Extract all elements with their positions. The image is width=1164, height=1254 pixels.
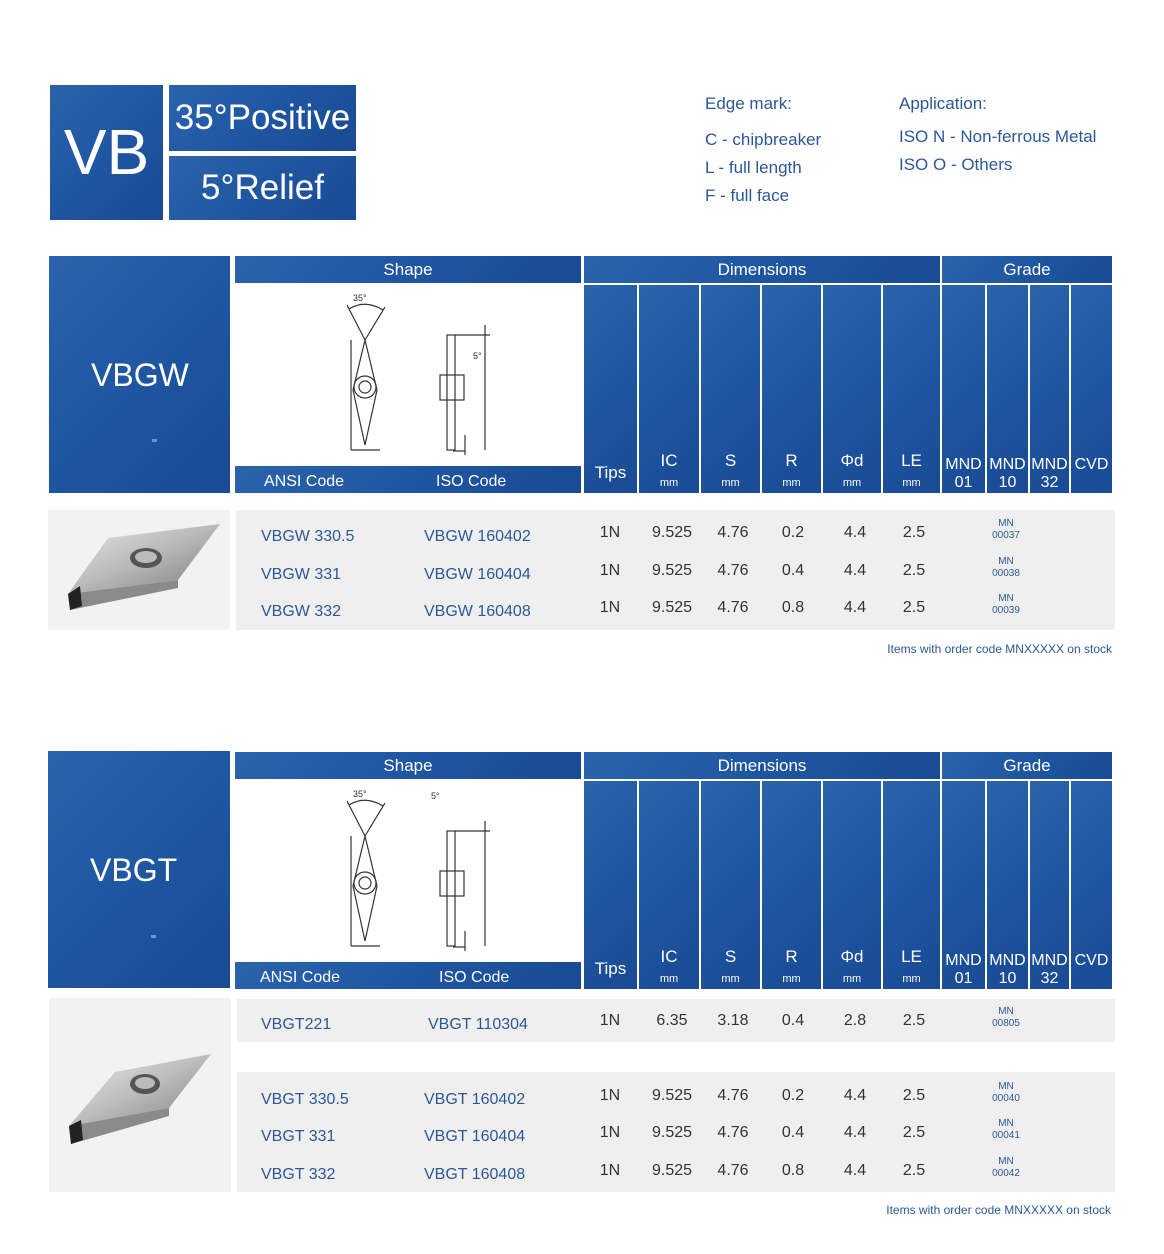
grade-mnd32-column <box>1030 781 1069 989</box>
cvd-label: CVD <box>1074 456 1109 473</box>
vbgt-insert-photo <box>49 998 231 1192</box>
cvd-label: CVD <box>1074 952 1109 969</box>
shape-drawing <box>235 285 581 465</box>
iso-code-cell: VBGT 160408 <box>424 1166 526 1183</box>
grade-mnd10-column <box>987 285 1028 493</box>
order-code-prefix: MN <box>998 1006 1014 1017</box>
tips-label: Tips <box>594 463 627 482</box>
dimensions-header: Dimensions <box>584 256 940 283</box>
d-value-cell: 4.4 <box>843 1162 867 1179</box>
order-code-number: 00038 <box>992 568 1020 579</box>
r-unit: mm <box>782 973 801 985</box>
drawing-relief-label: 5° <box>431 791 440 801</box>
ansi-code-cell: VBGT 330.5 <box>261 1091 349 1108</box>
ansi-code-cell: VBGW 332 <box>261 603 342 620</box>
d-value-cell: 4.4 <box>843 562 867 579</box>
ic-unit: mm <box>659 477 679 489</box>
mnd-label: MND <box>945 456 982 473</box>
tips-value-cell: 1N <box>599 1124 621 1141</box>
order-code-cell <box>976 1081 1036 1105</box>
le-value-cell: 2.5 <box>902 1162 926 1179</box>
tips-value-cell: 1N <box>599 1162 621 1179</box>
edge-mark-item: L - full length <box>705 158 802 177</box>
r-value-cell: 0.2 <box>781 1087 805 1104</box>
grade-mnd01-column <box>942 285 985 493</box>
s-column <box>701 285 760 493</box>
r-value-cell: 0.2 <box>781 524 805 541</box>
ansi-code-header: ANSI Code <box>260 969 341 986</box>
mnd-label: MND <box>989 952 1026 969</box>
phid-column <box>823 781 881 989</box>
le-value-cell: 2.5 <box>902 599 926 616</box>
tips-column <box>584 285 637 493</box>
le-label: LE <box>901 451 922 470</box>
s-value-cell: 4.76 <box>717 1162 749 1179</box>
mnd-label: MND <box>989 456 1026 473</box>
application-item: ISO N - Non-ferrous Metal <box>899 127 1097 146</box>
ic-label: IC <box>660 451 678 470</box>
ansi-code-cell: VBGW 330.5 <box>261 528 355 545</box>
order-code-cell <box>976 556 1036 580</box>
insert-image-icon <box>48 510 230 630</box>
iso-code-cell: VBGT 160402 <box>424 1091 526 1108</box>
le-value-cell: 2.5 <box>902 1087 926 1104</box>
order-code-prefix: MN <box>998 1081 1014 1092</box>
order-code-number: 00039 <box>992 605 1020 616</box>
ic-value-cell: 9.525 <box>651 599 693 616</box>
s-value-cell: 4.76 <box>717 1124 749 1141</box>
r-column <box>762 285 821 493</box>
le-value-cell: 2.5 <box>902 1124 926 1141</box>
codes-bar <box>235 466 581 493</box>
r-label: R <box>785 451 798 470</box>
order-code-cell <box>976 518 1036 542</box>
grade-10-label: 10 <box>998 970 1017 987</box>
decorative-dot <box>151 935 156 938</box>
series-code: VB <box>50 85 163 220</box>
mnd-label: MND <box>1031 952 1068 969</box>
vbgt-title: VBGT <box>90 851 178 888</box>
decorative-dot <box>152 439 157 442</box>
r-value-cell: 0.8 <box>781 599 805 616</box>
order-code-prefix: MN <box>998 518 1014 529</box>
grade-header: Grade <box>942 256 1112 283</box>
order-code-cell <box>976 1006 1036 1030</box>
order-code-number: 00041 <box>992 1130 1020 1141</box>
order-code-prefix: MN <box>998 593 1014 604</box>
d-value-cell: 2.8 <box>843 1012 867 1029</box>
d-value-cell: 4.4 <box>843 599 867 616</box>
grade-cvd-column <box>1071 285 1112 493</box>
vbgw-insert-photo <box>48 510 230 630</box>
edge-mark-legend <box>705 90 821 210</box>
application-item: ISO O - Others <box>899 155 1013 174</box>
ic-unit: mm <box>659 973 679 985</box>
edge-mark-item: C - chipbreaker <box>705 130 822 149</box>
grade-header: Grade <box>942 752 1112 779</box>
iso-code-cell: VBGT 110304 <box>428 1016 528 1033</box>
shape-header: Shape <box>235 752 581 779</box>
r-value-cell: 0.8 <box>781 1162 805 1179</box>
grade-mnd01-column <box>942 781 985 989</box>
s-value-cell: 4.76 <box>717 524 749 541</box>
ic-value-cell: 9.525 <box>651 1124 693 1141</box>
tips-value-cell: 1N <box>599 524 621 541</box>
le-value-cell: 2.5 <box>902 524 926 541</box>
iso-code-header: ISO Code <box>436 473 507 490</box>
application-title: Application: <box>899 94 987 113</box>
tips-value-cell: 1N <box>599 562 621 579</box>
phid-unit: mm <box>842 973 862 985</box>
application-legend <box>899 90 1096 179</box>
order-code-prefix: MN <box>998 556 1014 567</box>
r-label: R <box>785 947 798 966</box>
order-code-number: 00805 <box>992 1018 1020 1029</box>
dimensions-header: Dimensions <box>584 752 940 779</box>
s-label: S <box>724 947 737 966</box>
order-code-number: 00037 <box>992 530 1020 541</box>
tips-value-cell: 1N <box>599 1012 621 1029</box>
r-column <box>762 781 821 989</box>
ic-column <box>639 285 699 493</box>
d-value-cell: 4.4 <box>843 1124 867 1141</box>
mnd-label: MND <box>945 952 982 969</box>
drawing-angle-label: 35° <box>353 293 367 303</box>
grade-01-label: 01 <box>954 970 973 987</box>
grade-cvd-column <box>1071 781 1112 989</box>
shape-header: Shape <box>235 256 581 283</box>
le-value-cell: 2.5 <box>902 1012 926 1029</box>
ansi-code-cell: VBGT221 <box>261 1016 332 1033</box>
order-code-number: 00042 <box>992 1168 1020 1179</box>
ansi-code-cell: VBGT 332 <box>261 1166 336 1183</box>
order-code-cell <box>976 593 1036 617</box>
d-value-cell: 4.4 <box>843 1087 867 1104</box>
order-code-prefix: MN <box>998 1156 1014 1167</box>
drawing-relief-label: 5° <box>473 351 482 361</box>
iso-code-cell: VBGT 160404 <box>424 1128 526 1145</box>
grade-32-label: 32 <box>1040 970 1059 987</box>
drawing-angle-label: 35° <box>353 789 367 799</box>
s-value-cell: 4.76 <box>717 1087 749 1104</box>
le-label: LE <box>901 947 922 966</box>
tips-value-cell: 1N <box>599 1087 621 1104</box>
iso-code-cell: VBGW 160408 <box>424 603 531 620</box>
s-value-cell: 3.18 <box>717 1012 749 1029</box>
vbgw-title: VBGW <box>91 356 189 393</box>
ic-label: IC <box>660 947 678 966</box>
iso-code-cell: VBGW 160402 <box>424 528 531 545</box>
s-column <box>701 781 760 989</box>
d-value-cell: 4.4 <box>843 524 867 541</box>
ic-value-cell: 9.525 <box>651 524 693 541</box>
ansi-code-cell: VBGW 331 <box>261 566 342 583</box>
stock-note: Items with order code MNXXXXX on stock <box>887 642 1112 656</box>
grade-01-label: 01 <box>954 474 973 491</box>
codes-bar <box>235 962 581 989</box>
ic-value-cell: 6.35 <box>656 1012 688 1029</box>
grade-10-label: 10 <box>998 474 1017 491</box>
insert-image-icon <box>49 998 231 1192</box>
ic-value-cell: 9.525 <box>651 1162 693 1179</box>
ansi-code-header: ANSI Code <box>264 473 345 490</box>
phid-unit: mm <box>842 477 862 489</box>
stock-note: Items with order code MNXXXXX on stock <box>886 1203 1111 1217</box>
phid-label: Φd <box>840 947 864 966</box>
grade-mnd32-column <box>1030 285 1069 493</box>
s-label: S <box>724 451 737 470</box>
relief-angle: 5°Relief <box>169 156 356 220</box>
ansi-code-cell: VBGT 331 <box>261 1128 336 1145</box>
shape-drawing <box>235 781 581 961</box>
ic-column <box>639 781 699 989</box>
grade-mnd10-column <box>987 781 1028 989</box>
order-code-prefix: MN <box>998 1118 1014 1129</box>
iso-code-cell: VBGW 160404 <box>424 566 531 583</box>
ic-value-cell: 9.525 <box>651 562 693 579</box>
edge-mark-title: Edge mark: <box>705 94 792 113</box>
s-value-cell: 4.76 <box>717 562 749 579</box>
r-value-cell: 0.4 <box>781 1124 805 1141</box>
tips-label: Tips <box>594 959 627 978</box>
r-value-cell: 0.4 <box>781 562 805 579</box>
r-value-cell: 0.4 <box>781 1012 805 1029</box>
order-code-cell <box>976 1156 1036 1180</box>
s-unit: mm <box>721 477 740 489</box>
phid-column <box>823 285 881 493</box>
vbgt-title-panel <box>48 751 230 988</box>
r-unit: mm <box>782 477 801 489</box>
ic-value-cell: 9.525 <box>651 1087 693 1104</box>
order-code-cell <box>976 1118 1036 1142</box>
le-unit: mm <box>902 973 921 985</box>
edge-mark-item: F - full face <box>705 186 790 205</box>
insert-drawing-icon <box>235 285 581 465</box>
le-column <box>883 285 940 493</box>
s-unit: mm <box>721 973 740 985</box>
iso-code-header: ISO Code <box>439 969 510 986</box>
le-unit: mm <box>902 477 921 489</box>
s-value-cell: 4.76 <box>717 599 749 616</box>
vbgw-title-panel <box>49 256 230 493</box>
phid-label: Φd <box>840 451 864 470</box>
tips-column <box>584 781 637 989</box>
tips-value-cell: 1N <box>599 599 621 616</box>
positive-angle: 35°Positive <box>169 85 356 151</box>
order-code-number: 00040 <box>992 1093 1020 1104</box>
mnd-label: MND <box>1031 456 1068 473</box>
le-column <box>883 781 940 989</box>
le-value-cell: 2.5 <box>902 562 926 579</box>
insert-drawing-icon <box>235 781 581 961</box>
grade-32-label: 32 <box>1040 474 1059 491</box>
